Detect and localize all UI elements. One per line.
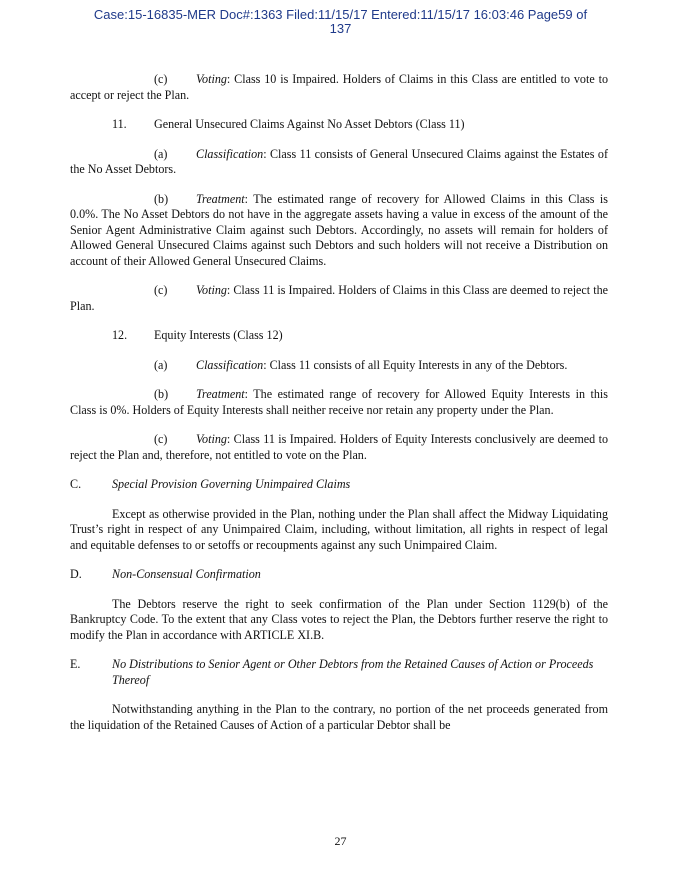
paragraph-class12-voting (70, 432, 608, 463)
paragraph-class12-treatment (70, 387, 608, 418)
item-text: : The estimated range of recovery for Allowed Claims in this Class is 0.0%. The No Asset Debtors do not have in the aggregate assets having a value in excess of the amount of the Senior Agent Administrative Claim against such Debtors. Accordingly, no assets will remain for holders of Allowed General Unsecured Claims against such Debtors and such holders will not receive a Distribution on account of their Allowed General Unsecured Claims. (70, 191, 608, 268)
heading-class11 (70, 117, 608, 133)
item-term: Voting (196, 432, 227, 446)
item-term: Voting (196, 283, 227, 297)
heading-section-c (70, 477, 608, 493)
heading-section-d (70, 567, 608, 583)
heading-number: 11. (112, 117, 127, 131)
court-filing-header (0, 8, 681, 36)
item-text: : The estimated range of recovery for Allowed Equity Interests in this Class is 0%. Holders of Equity Interests shall neither receive nor retain any property under the Plan. (70, 387, 608, 417)
heading-letter: E. (70, 657, 81, 671)
heading-text: No Distributions to Senior Agent or Other Debtors from the Retained Causes of Action or Proceeds Thereof (112, 657, 594, 687)
heading-text: General Unsecured Claims Against No Asset Debtors (Class 11) (154, 117, 465, 131)
heading-section-e (70, 657, 608, 688)
heading-text: Special Provision Governing Unimpaired Claims (112, 477, 351, 491)
heading-text: Equity Interests (Class 12) (154, 328, 283, 342)
item-label: (b) (154, 387, 169, 401)
item-label: (a) (154, 357, 168, 372)
paragraph-section-c: Except as otherwise provided in the Plan, nothing under the Plan shall affect the Midway Liquidating Trust’s right in respect of any Unimpaired Claim, including, without limitation, all rights in respect of legal and equitable defenses to or setoffs or recoupments against any such Unimpaired Claim. (70, 506, 608, 552)
heading-number: 12. (112, 328, 128, 342)
paragraph-class11-voting (70, 283, 608, 314)
heading-text: Non-Consensual Confirmation (112, 567, 261, 581)
item-term: Treatment (196, 191, 245, 206)
item-text: : Class 10 is Impaired. Holders of Claims in this Class are entitled to vote to accept or reject the Plan. (70, 72, 608, 102)
item-term: Classification (196, 146, 264, 161)
paragraph-class10-voting (70, 72, 608, 103)
heading-class12 (70, 328, 608, 344)
item-term: Classification (196, 357, 264, 372)
document-body (70, 72, 608, 747)
paragraph-class11-treatment (70, 192, 608, 270)
paragraph-class12-classification (70, 358, 608, 374)
item-term: Voting (196, 72, 227, 86)
item-text: : Class 11 is Impaired. Holders of Claims in this Class are deemed to reject the Plan. (70, 283, 608, 313)
item-label: (c) (154, 432, 168, 446)
item-label: (a) (154, 146, 168, 161)
paragraph-section-e: Notwithstanding anything in the Plan to the contrary, no portion of the net proceeds generated from the liquidation of the Retained Causes of Action of a particular Debtor shall be (70, 702, 608, 732)
heading-letter: D. (70, 567, 82, 581)
header-line-1: Case:15-16835-MER Doc#:1363 Filed:11/15/17 Entered:11/15/17 16:03:46 Page59 of (93, 7, 588, 22)
item-label: (c) (154, 283, 168, 297)
item-text: : Class 11 consists of all Equity Interests in any of the Debtors. (263, 357, 568, 372)
item-text: : Class 11 consists of General Unsecured Claims against the Estates of the No Asset Debtors. (70, 146, 608, 176)
item-term: Treatment (196, 387, 245, 401)
item-label: (b) (154, 191, 169, 206)
header-line-2: 137 (329, 21, 352, 36)
heading-letter: C. (70, 477, 82, 491)
paragraph-section-d: The Debtors reserve the right to seek confirmation of the Plan under Section 1129(b) of the Bankruptcy Code. To the extent that any Class votes to reject the Plan, the Debtors further reserve the right to modify the Plan in accordance with ARTICLE XI.B. (70, 596, 608, 642)
paragraph-class11-classification (70, 147, 608, 178)
item-text: : Class 11 is Impaired. Holders of Equity Interests conclusively are deemed to reject the Plan and, therefore, not entitled to vote on the Plan. (70, 432, 608, 462)
page-number: 27 (334, 834, 347, 848)
item-label: (c) (154, 72, 168, 86)
